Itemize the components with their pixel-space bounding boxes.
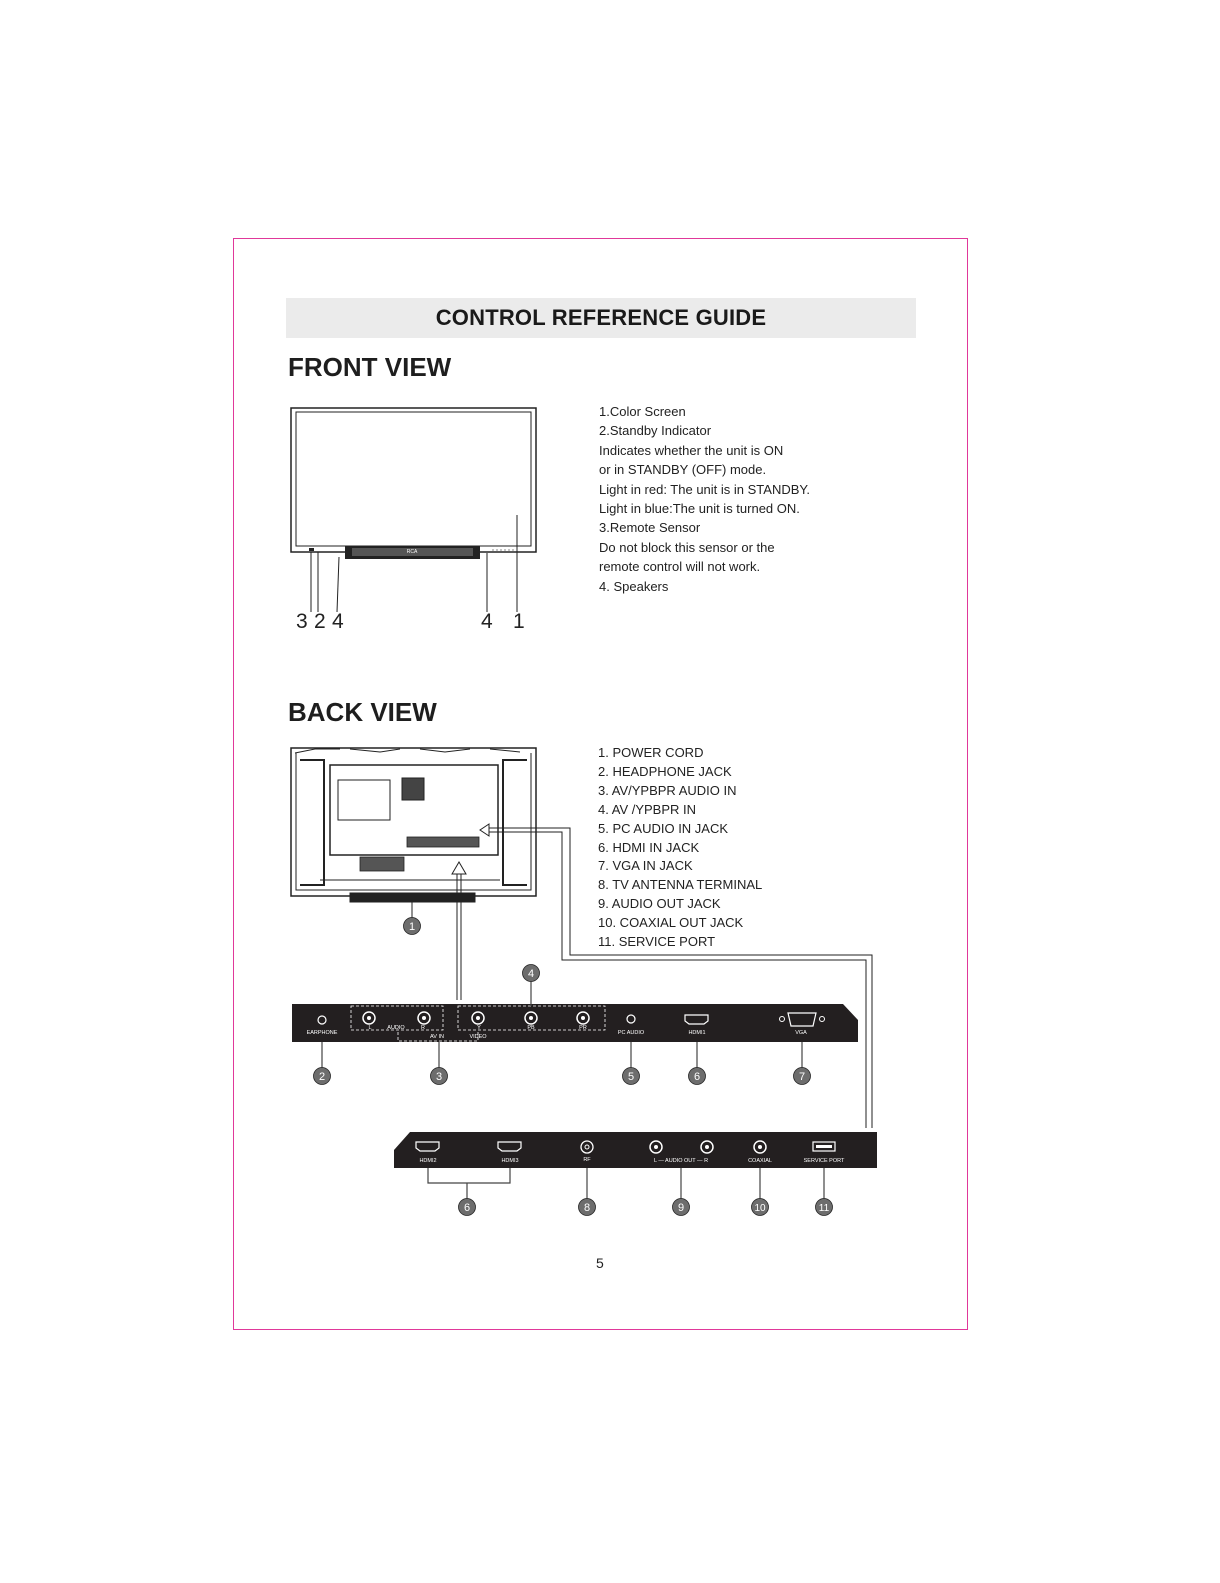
front-desc-line: 3.Remote Sensor — [599, 520, 701, 536]
front-desc-line: Light in red: The unit is in STANDBY. — [599, 481, 810, 497]
back-desc-line: 7. VGA IN JACK — [598, 858, 693, 874]
back-desc-line: 10. COAXIAL OUT JACK — [598, 915, 744, 931]
video-label: VIDEO — [469, 1034, 487, 1040]
front-desc-line: or in STANDBY (OFF) mode. — [599, 462, 767, 478]
back-desc-line: 9. AUDIO OUT JACK — [598, 896, 721, 912]
hdmi1-label: HDMI1 — [688, 1030, 706, 1036]
marker-3: 3 — [435, 1071, 443, 1083]
front-desc-line: remote control will not work. — [599, 559, 761, 575]
front-desc-line: 4. Speakers — [599, 578, 669, 594]
front-view-heading: FRONT VIEW — [288, 352, 452, 382]
back-tv-illustration — [291, 748, 872, 1128]
y-label: Y — [477, 1025, 481, 1031]
earphone-label: EARPHONE — [306, 1030, 338, 1036]
audio-label: AUDIO — [387, 1025, 405, 1031]
rca-logo: RCA — [406, 549, 418, 555]
marker-4: 4 — [527, 968, 535, 980]
audio-l-label: L — [368, 1025, 372, 1031]
callout-number: 1 — [513, 610, 525, 633]
back-desc-line: 5. PC AUDIO IN JACK — [598, 820, 729, 836]
front-desc-line: Do not block this sensor or the — [599, 539, 775, 555]
marker-2: 2 — [318, 1071, 326, 1083]
marker-10: 10 — [754, 1203, 766, 1214]
marker-6: 6 — [693, 1071, 701, 1083]
marker-8: 8 — [583, 1202, 591, 1214]
callout-number: 4 — [481, 610, 493, 633]
front-desc-line: Indicates whether the unit is ON — [599, 442, 784, 458]
front-desc-line: 1.Color Screen — [599, 404, 686, 419]
back-desc-line: 3. AV/YPBPR AUDIO IN — [598, 782, 737, 798]
audio-r-label: R — [421, 1025, 425, 1031]
pr-label: PR — [579, 1025, 587, 1031]
back-desc-line: 8. TV ANTENNA TERMINAL — [598, 877, 763, 893]
hdmi2-label: HDMI2 — [419, 1158, 437, 1164]
back-desc-line: 4. AV /YPBPR IN — [598, 801, 697, 817]
back-desc-line: 6. HDMI IN JACK — [598, 839, 700, 855]
callout-number: 3 — [296, 610, 308, 633]
service-port-label: SERVICE PORT — [803, 1158, 845, 1164]
page-number: 5 — [596, 1255, 604, 1271]
front-desc-line: Light in blue:The unit is turned ON. — [599, 501, 800, 517]
back-desc-line: 11. SERVICE PORT — [598, 934, 716, 950]
hdmi3-label: HDMI3 — [501, 1158, 519, 1164]
av-in-label: AV IN — [430, 1034, 444, 1040]
marker-5: 5 — [627, 1071, 635, 1083]
audio-out-label: L — AUDIO OUT — R — [653, 1158, 709, 1164]
marker-1: 1 — [408, 921, 416, 933]
page-title: CONTROL REFERENCE GUIDE — [435, 305, 767, 330]
back-desc-line: 1. POWER CORD — [598, 745, 704, 760]
connector-panel-bottom — [394, 1132, 877, 1168]
pc-audio-label: PC AUDIO — [617, 1030, 645, 1036]
standby-indicator-icon — [309, 548, 314, 551]
callout-number: 2 — [314, 610, 326, 633]
coaxial-label: COAXIAL — [748, 1158, 772, 1164]
front-desc-line: 2.Standby Indicator — [599, 423, 712, 439]
marker-7: 7 — [798, 1071, 806, 1083]
marker-6b: 6 — [463, 1202, 471, 1214]
front-tv-illustration — [291, 408, 536, 612]
marker-11: 11 — [818, 1203, 830, 1214]
connector-panel-top — [292, 1004, 858, 1042]
callout-number: 4 — [332, 610, 344, 633]
number-markers — [314, 918, 833, 1216]
pb-label: PB — [527, 1025, 535, 1031]
vga-label: VGA — [795, 1030, 807, 1036]
back-view-heading: BACK VIEW — [288, 697, 437, 727]
rf-label: RF — [583, 1157, 591, 1163]
back-desc-line: 2. HEADPHONE JACK — [598, 763, 732, 779]
marker-9: 9 — [677, 1202, 685, 1214]
